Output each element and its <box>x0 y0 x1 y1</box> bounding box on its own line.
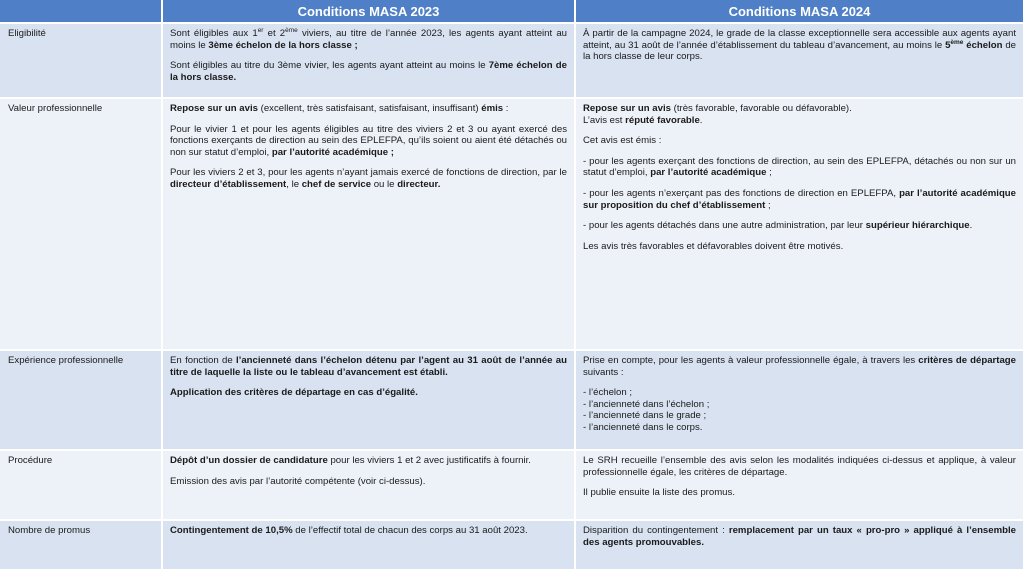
bold-text: chef de service <box>301 178 372 190</box>
table-header-row <box>0 0 1024 23</box>
cell-2024 <box>575 520 1024 570</box>
cell-paragraph <box>170 476 567 488</box>
cell-2024 <box>575 350 1024 450</box>
row-valeur-professionnelle <box>0 98 1024 350</box>
text: er <box>257 26 264 34</box>
cell-2023 <box>162 450 575 520</box>
text: viviers, au titre de l’année 2023, les agents ayant atteint au moins le <box>170 28 568 51</box>
row-eligibilite <box>0 23 1024 98</box>
cell-paragraph <box>583 220 1016 232</box>
cell-paragraph <box>170 60 567 83</box>
text: - l’ancienneté dans le corps. <box>583 421 703 433</box>
text: , le <box>286 178 302 190</box>
bold-text: directeur d’établissement <box>170 178 287 190</box>
cell-2023 <box>162 23 575 98</box>
cell-paragraph <box>170 355 567 378</box>
cell-paragraph <box>583 115 1016 127</box>
cell-2024 <box>575 23 1024 98</box>
row-label: Nombre de promus <box>0 520 162 570</box>
cell-2023 <box>162 520 575 570</box>
bold-text: l’ancienneté dans l’échelon détenu par l’agent au 31 août de l’année au titre de laquelle la liste ou le tableau d’avancement est établi. <box>170 355 567 378</box>
text: - l’échelon ; <box>583 387 633 399</box>
cell-2023 <box>162 98 575 350</box>
bold-text: émis <box>481 103 504 114</box>
row-label: Valeur professionnelle <box>0 98 162 350</box>
cell-paragraph <box>583 525 1016 548</box>
bold-text: par l’autorité académique ; <box>271 146 394 158</box>
text: pour les viviers 1 et 2 avec justificatifs à fournir. <box>327 455 531 466</box>
text: (excellent, très satisfaisant, satisfaisant, insuffisant) <box>257 103 482 114</box>
bold-text: réputé favorable <box>625 114 700 126</box>
text: Emission des avis par l’autorité compétente (voir ci-dessus). <box>170 475 426 487</box>
cell-paragraph <box>170 525 567 537</box>
text: . <box>699 114 703 126</box>
text: Les avis très favorables et défavorables doivent être motivés. <box>583 240 844 252</box>
cell-paragraph <box>170 387 567 399</box>
text: suivants : <box>583 366 624 378</box>
cell-paragraph <box>170 103 567 115</box>
bold-text: par l’autorité académique sur proposition du chef d’établissement <box>583 187 1016 211</box>
bold-text: 5 <box>945 39 951 51</box>
header-col-2023: Conditions MASA 2023 <box>162 0 575 23</box>
bold-text: Repose sur un avis <box>170 103 258 114</box>
text: Prise en compte, pour les agents à valeur professionnelle égale, à travers les <box>583 355 919 366</box>
bold-text: 3ème échelon de la hors classe ; <box>208 39 358 51</box>
cell-2023 <box>162 350 575 450</box>
bold-text: Repose sur un avis <box>583 103 671 114</box>
text: : <box>503 103 509 114</box>
cell-paragraph <box>583 422 1016 434</box>
bold-text: ème <box>950 38 964 46</box>
row-label: Eligibilité <box>0 23 162 98</box>
header-empty-cell <box>0 0 162 23</box>
cell-paragraph <box>583 103 1016 115</box>
cell-paragraph <box>583 241 1016 253</box>
cell-paragraph <box>170 455 567 467</box>
bold-text: directeur. <box>397 178 441 190</box>
text: Pour le vivier 1 et pour les agents éligibles au titre des viviers 2 et 3 ou ayant exercé des fonctions exerçants de direction au sein des EPLEFPA, qu’ils soient ou aient été détachés ou non sur statut d’emploi, <box>170 123 567 158</box>
bold-text: 7ème échelon de la hors classe. <box>170 60 567 83</box>
text: ; <box>765 199 771 211</box>
text: Disparition du contingentement : <box>583 525 729 536</box>
bold-text: critères de départage <box>918 355 1016 366</box>
text: En fonction de <box>170 355 237 366</box>
text: Il publie ensuite la liste des promus. <box>583 487 735 499</box>
cell-paragraph <box>583 156 1016 179</box>
text: de l’effectif total de chacun des corps au 31 août 2023. <box>292 525 528 536</box>
text: Pour les viviers 2 et 3, pour les agents n’ayant jamais exercé de fonctions de direction, par le <box>170 167 567 179</box>
row-nombre-de-promus <box>0 520 1024 570</box>
cell-paragraph <box>583 487 1016 499</box>
bold-text: remplacement par un taux « pro-pro » appliqué à l’ensemble des agents promouvables. <box>583 525 1017 548</box>
cell-paragraph <box>170 167 567 190</box>
text: ème <box>285 26 298 34</box>
text: - pour les agents détachés dans une autre administration, par leur <box>583 220 866 232</box>
text: L’avis est <box>583 114 626 126</box>
row-procedure <box>0 450 1024 520</box>
cell-paragraph <box>583 455 1016 478</box>
text: (très favorable, favorable ou défavorable). <box>670 103 852 114</box>
cell-paragraph <box>583 188 1016 211</box>
row-label: Expérience professionnelle <box>0 350 162 450</box>
text: de la hors classe de leur corps. <box>583 39 1016 63</box>
text: Le SRH recueille l’ensemble des avis selon les modalités indiquées ci-dessus et applique, à valeur professionnelle égale, les critères de départage. <box>583 455 1016 478</box>
text: À partir de la campagne 2024, le grade de la classe exceptionnelle sera accessible aux agents ayant atteint, au 31 août de l’année d’établissement du tableau d’avancement, au moins le <box>583 28 1016 51</box>
cell-2024 <box>575 98 1024 350</box>
text: ; <box>766 167 772 179</box>
text: . <box>969 220 973 232</box>
text: - pour les agents n’exerçant pas des fonctions de direction en EPLEFPA, <box>583 187 900 199</box>
text: - l’ancienneté dans l’échelon ; <box>583 398 710 410</box>
cell-2024 <box>575 450 1024 520</box>
text: Sont éligibles aux 1 <box>170 28 258 39</box>
text: ou le <box>371 178 398 190</box>
row-label: Procédure <box>0 450 162 520</box>
bold-text: supérieur hiérarchique <box>865 220 970 232</box>
cell-paragraph <box>583 387 1016 399</box>
text: - l’ancienneté dans le grade ; <box>583 410 707 422</box>
bold-text: Contingentement de 10,5% <box>170 525 293 536</box>
cell-paragraph <box>583 135 1016 147</box>
cell-paragraph <box>583 355 1016 378</box>
row-experience-professionnelle <box>0 350 1024 450</box>
cell-paragraph <box>170 28 567 51</box>
bold-text: par l’autorité académique <box>650 167 767 179</box>
text: Cet avis est émis : <box>583 135 662 147</box>
cell-paragraph <box>583 28 1016 63</box>
text: et 2 <box>263 28 286 39</box>
header-col-2024: Conditions MASA 2024 <box>575 0 1024 23</box>
text: Sont éligibles au titre du 3ème vivier, les agents ayant atteint au moins le <box>170 60 489 72</box>
text: - pour les agents exerçant des fonctions de direction, au sein des EPLEFPA, détachés ou non sur un statut d’emploi, <box>583 155 1016 179</box>
bold-text: échelon <box>963 39 1003 51</box>
bold-text: Dépôt d’un dossier de candidature <box>170 455 328 466</box>
cell-paragraph <box>583 399 1016 411</box>
bold-text: Application des critères de départage en cas d’égalité. <box>170 387 418 399</box>
cell-paragraph <box>583 410 1016 422</box>
cell-paragraph <box>170 124 567 159</box>
